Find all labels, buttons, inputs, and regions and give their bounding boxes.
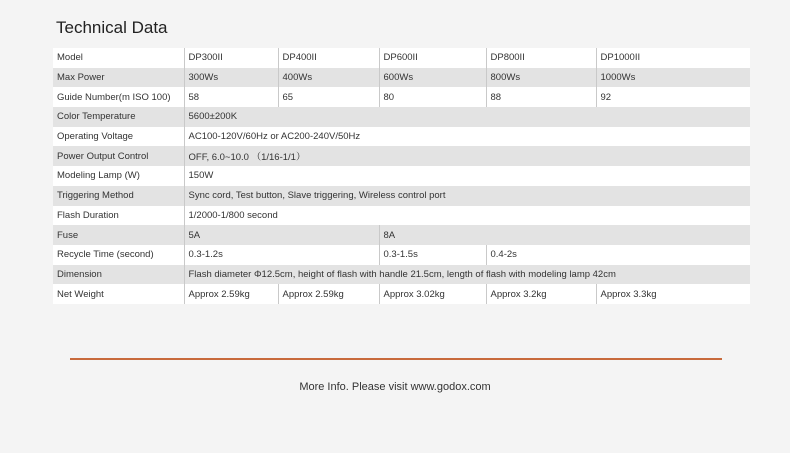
table-cell: 150W	[184, 166, 750, 186]
table-cell: Sync cord, Test button, Slave triggering, Wireless control port	[184, 186, 750, 206]
table-cell: Approx 2.59kg	[184, 284, 278, 304]
divider-rule	[70, 358, 722, 360]
row-label: Dimension	[53, 265, 184, 285]
footer-info: More Info. Please visit www.godox.com	[299, 381, 491, 393]
table-cell: DP400II	[278, 48, 379, 68]
table-row-net-weight	[53, 284, 750, 304]
table-cell: DP800II	[486, 48, 596, 68]
table-cell: 5600±200K	[184, 107, 750, 127]
row-label: Max Power	[53, 68, 184, 88]
table-cell: 0.3-1.2s	[184, 245, 379, 265]
table-cell: 5A	[184, 225, 379, 245]
table-row-flash-duration	[53, 206, 750, 226]
table-cell: 600Ws	[379, 68, 486, 88]
table-cell: DP300II	[184, 48, 278, 68]
table-cell: Flash diameter Φ12.5cm, height of flash with handle 21.5cm, length of flash with modeling lamp 42cm	[184, 265, 750, 285]
technical-data-table	[53, 48, 750, 304]
row-label: Modeling Lamp (W)	[53, 166, 184, 186]
table-cell: 0.3-1.5s	[379, 245, 486, 265]
table-cell: Approx 3.2kg	[486, 284, 596, 304]
row-label: Fuse	[53, 225, 184, 245]
table-row-operating-voltage	[53, 127, 750, 147]
table-row-recycle-time	[53, 245, 750, 265]
row-label: Color Temperature	[53, 107, 184, 127]
table-cell: DP600II	[379, 48, 486, 68]
row-label: Triggering Method	[53, 186, 184, 206]
row-label: Power Output Control	[53, 146, 184, 166]
table-cell: 80	[379, 87, 486, 107]
table-cell: 300Ws	[184, 68, 278, 88]
page-title: Technical Data	[56, 18, 168, 37]
row-label: Model	[53, 48, 184, 68]
table-cell: 65	[278, 87, 379, 107]
table-row-color-temperature	[53, 107, 750, 127]
table-cell: 8A	[379, 225, 750, 245]
table-cell: Approx 3.3kg	[596, 284, 750, 304]
table-cell: 88	[486, 87, 596, 107]
table-row-fuse	[53, 225, 750, 245]
table-cell: 1000Ws	[596, 68, 750, 88]
table-cell: 400Ws	[278, 68, 379, 88]
row-label: Guide Number(m ISO 100)	[53, 87, 184, 107]
table-row-modeling-lamp	[53, 166, 750, 186]
table-cell: 800Ws	[486, 68, 596, 88]
table-cell: Approx 2.59kg	[278, 284, 379, 304]
row-label: Net Weight	[53, 284, 184, 304]
table-cell: DP1000II	[596, 48, 750, 68]
row-label: Flash Duration	[53, 206, 184, 226]
table-row-guide-number	[53, 87, 750, 107]
table-row-model	[53, 48, 750, 68]
table-cell: AC100-120V/60Hz or AC200-240V/50Hz	[184, 127, 750, 147]
table-row-dimension	[53, 265, 750, 285]
row-label: Recycle Time (second)	[53, 245, 184, 265]
table-cell: 1/2000-1/800 second	[184, 206, 750, 226]
table-cell: OFF, 6.0~10.0 （1/16-1/1）	[184, 146, 750, 166]
row-label: Operating Voltage	[53, 127, 184, 147]
table-cell: 92	[596, 87, 750, 107]
table-cell: 58	[184, 87, 278, 107]
table-cell: 0.4-2s	[486, 245, 750, 265]
table-row-max-power	[53, 68, 750, 88]
table-cell: Approx 3.02kg	[379, 284, 486, 304]
table-row-power-output-control	[53, 146, 750, 166]
table-row-triggering-method	[53, 186, 750, 206]
